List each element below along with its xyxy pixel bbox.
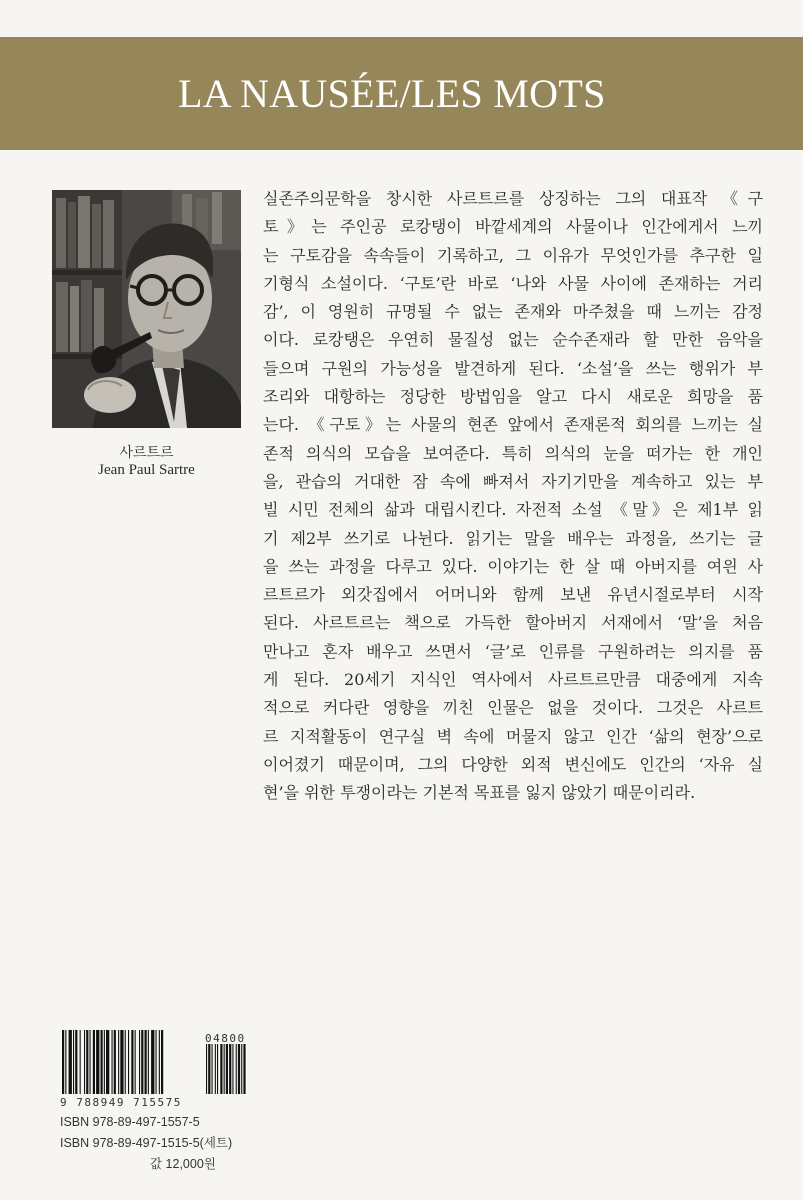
barcode-addon-bar — [206, 1044, 207, 1094]
isbn-line-1: ISBN 978-89-497-1557-5 — [60, 1115, 200, 1129]
barcode-addon-bar — [238, 1044, 240, 1094]
description-line: 는 구토감을 속속들이 기록하고, 그 이유가 무엇인가를 추구한 일 — [263, 245, 763, 265]
description-line: 현’을 위한 투쟁이라는 기본적 목표를 잃지 않았기 때문이리라. — [263, 783, 696, 803]
description-line: 게 된다. 20세기 지식인 역사에서 사르트르만큼 대중에게 지속 — [263, 670, 763, 690]
barcode-bar — [65, 1030, 66, 1094]
barcode-bar — [112, 1030, 113, 1094]
description-line: 을, 관습의 거대한 잠 속에 빠져서 자기기만을 계속하고 있는 부 — [263, 471, 763, 491]
barcode-addon-bar — [217, 1044, 218, 1094]
description-line: 이다. 로캉탱은 우연히 물질성 없는 순수존재라 할 만한 음악을 — [263, 330, 763, 350]
barcode-bar — [118, 1030, 119, 1094]
barcode-bar — [159, 1030, 160, 1094]
description-line: 르 지적활동이 연구실 벽 속에 머물지 않고 인간 ‘삶의 현장’으로 — [263, 726, 763, 746]
description-line: 빌 시민 전체의 삶과 대립시킨다. 자전적 소설 《말》은 제1부 읽 — [263, 500, 763, 520]
barcode-bar — [125, 1030, 126, 1094]
barcode-addon-bar — [215, 1044, 216, 1094]
description-line: 을 쓰는 과정을 다루고 있다. 이야기는 한 살 때 아버지를 여읜 사 — [263, 556, 763, 576]
description-line: 감’, 이 영원히 규명될 수 없는 존재와 마주쳤을 때 느끼는 감정 — [263, 302, 763, 322]
barcode-addon-bar — [224, 1044, 225, 1094]
barcode-addon-bar — [220, 1044, 222, 1094]
barcode-addon-bar — [232, 1044, 233, 1094]
barcode-bar — [84, 1030, 85, 1094]
description-line: 실존주의문학을 창시한 사르트르를 상징하는 그의 대표작 《구 — [263, 189, 763, 208]
barcode-bar — [156, 1030, 157, 1094]
barcode-bar — [120, 1030, 123, 1094]
description-line: 르트르가 외갓집에서 어머니와 함께 보낸 유년시절로부터 시작 — [263, 585, 763, 605]
barcode-bar — [75, 1030, 77, 1094]
barcode-bar — [104, 1030, 105, 1094]
barcode-bar — [96, 1030, 99, 1094]
book-description — [263, 185, 763, 808]
author-name-english: Jean Paul Sartre — [98, 462, 195, 478]
barcode-addon-bar — [212, 1044, 213, 1094]
barcode-bar — [62, 1030, 64, 1094]
barcode-addon-bar — [226, 1044, 228, 1094]
description-line: 이어졌기 때문이며, 그의 다양한 외적 변신에도 인간의 ‘자유 실 — [263, 754, 763, 774]
barcode-bar — [135, 1030, 136, 1094]
description-line: 만나고 혼자 배우고 쓰면서 ‘글’로 인류를 구원하려는 의지를 품 — [263, 641, 763, 661]
barcode-bar — [145, 1030, 147, 1094]
description-line: 기형식 소설이다. ‘구토’란 바로 ‘나와 사물 사이에 존재하는 거리 — [263, 273, 763, 293]
barcode-addon-digits: 04800 — [205, 1032, 246, 1045]
barcode-addon-bar — [241, 1044, 242, 1094]
isbn-line-2: ISBN 978-89-497-1515-5(세트) — [60, 1136, 233, 1150]
description-line: 들으며 구원의 가능성을 발견하게 된다. ‘소설’을 쓰는 행위가 부 — [263, 358, 763, 378]
barcode-addon-bar — [243, 1044, 245, 1094]
barcode-bar — [141, 1030, 143, 1094]
barcode-bar — [101, 1030, 103, 1094]
barcode-bar — [90, 1030, 91, 1094]
description-line: 된다. 사르트르는 책으로 가득한 할아버지 서재에서 ‘말’을 처음 — [263, 613, 763, 633]
description-line: 존적 의식의 모습을 보여준다. 특히 의식의 눈을 떠가는 한 개인 — [263, 443, 763, 463]
barcode-bar — [151, 1030, 154, 1094]
barcode-bar — [128, 1030, 129, 1094]
description-line: 적으로 커다란 영향을 끼친 인물은 없을 것이다. 그것은 사르트 — [263, 698, 763, 718]
barcode-bar — [148, 1030, 149, 1094]
barcode-bar — [139, 1030, 140, 1094]
description-line: 조리와 대항하는 정당한 방법임을 알고 다시 새로운 희망을 품 — [263, 387, 763, 407]
barcode-bar — [80, 1030, 81, 1094]
barcode-addon-bar — [208, 1044, 210, 1094]
description-line: 토》는 주인공 로캉탱이 바깥세계의 사물이나 인간에게서 느끼 — [263, 217, 763, 237]
barcode-bar — [93, 1030, 95, 1094]
author-portrait — [52, 190, 241, 428]
book-title: LA NAUSÉE/LES MOTS — [178, 71, 606, 116]
barcode-bar — [86, 1030, 88, 1094]
barcode-bar — [161, 1030, 163, 1094]
barcode-bar — [114, 1030, 116, 1094]
author-name-korean: 사르트르 — [119, 445, 174, 461]
barcode-addon-bar — [236, 1044, 237, 1094]
barcode-bar — [106, 1030, 109, 1094]
barcode-bar — [69, 1030, 72, 1094]
author-portrait-image — [52, 190, 241, 428]
description-line: 는다. 《구토》는 사물의 현존 앞에서 존재론적 회의를 느끼는 실 — [263, 415, 763, 435]
barcode-digits: 9 788949 715575 — [60, 1096, 182, 1109]
price-label: 값 12,000원 — [150, 1157, 216, 1171]
description-line: 기 제2부 쓰기로 나뉜다. 읽기는 말을 배우는 과정을, 쓰기는 글 — [263, 528, 763, 548]
barcode-bar — [131, 1030, 133, 1094]
barcode-addon-bar — [229, 1044, 231, 1094]
barcode-bar — [73, 1030, 74, 1094]
